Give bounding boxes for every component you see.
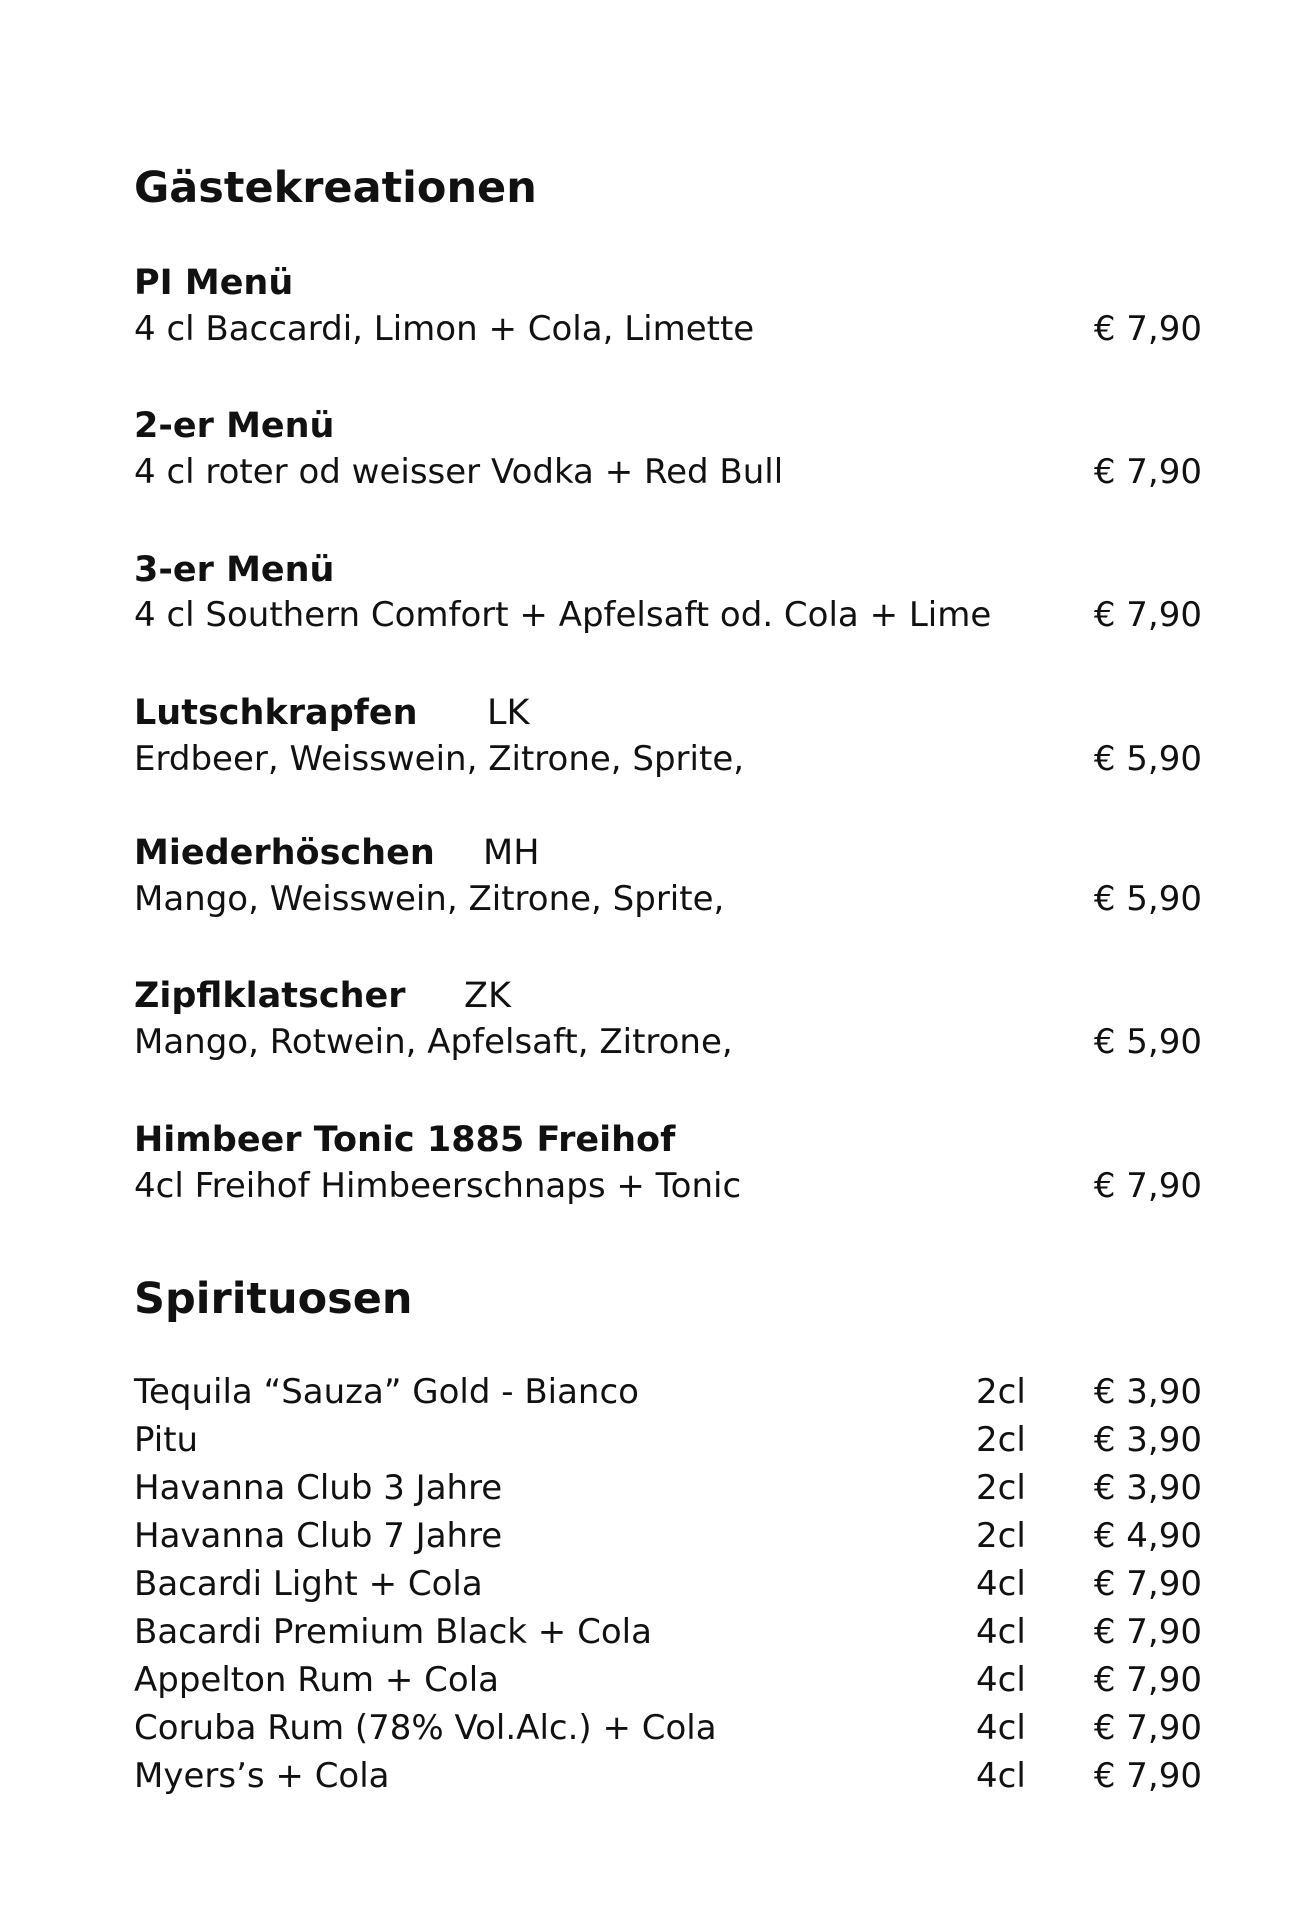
spirit-volume: 2cl (976, 1420, 1026, 1460)
spirit-name: Havanna Club 3 Jahre (134, 1468, 503, 1508)
spirit-price: € 7,90 (1093, 1564, 1202, 1604)
spirit-row (134, 1564, 1202, 1611)
spirit-price: € 7,90 (1093, 1756, 1202, 1796)
item-price: € 5,90 (1093, 739, 1202, 779)
item-description: 4 cl Baccardi, Limon + Cola, Limette (134, 309, 755, 349)
item-description: 4cl Freihof Himbeerschnaps + Tonic (134, 1166, 742, 1206)
spirit-price: € 7,90 (1093, 1660, 1202, 1700)
item-price: € 7,90 (1093, 309, 1202, 349)
item-price: € 7,90 (1093, 595, 1202, 635)
item-description: Mango, Rotwein, Apfelsaft, Zitrone, (134, 1022, 733, 1062)
item-description: 4 cl roter od weisser Vodka + Red Bull (134, 452, 784, 492)
spirit-row (134, 1756, 1202, 1803)
spirit-name: Havanna Club 7 Jahre (134, 1516, 503, 1556)
spirit-name: Tequila “Sauza” Gold - Bianco (134, 1372, 639, 1412)
spirit-name: Bacardi Light + Cola (134, 1564, 483, 1604)
spirit-name: Coruba Rum (78% Vol.Alc.) + Cola (134, 1708, 717, 1748)
spirit-row (134, 1372, 1202, 1419)
spirit-name: Myers’s + Cola (134, 1756, 390, 1796)
item-description: Mango, Weisswein, Zitrone, Sprite, (134, 879, 725, 919)
spirit-row (134, 1708, 1202, 1755)
item-name: 2-er Menü (134, 406, 335, 446)
spirit-row (134, 1660, 1202, 1707)
spirit-name: Bacardi Premium Black + Cola (134, 1612, 652, 1652)
item-code: ZK (464, 976, 511, 1016)
item-name: Zipflklatscher (134, 976, 406, 1016)
spirit-name: Pitu (134, 1420, 199, 1460)
item-name: 3-er Menü (134, 550, 335, 590)
item-name: Miederhöschen (134, 833, 435, 873)
item-description: Erdbeer, Weisswein, Zitrone, Sprite, (134, 739, 745, 779)
item-price: € 5,90 (1093, 1022, 1202, 1062)
item-name: Lutschkrapfen (134, 693, 418, 733)
spirit-volume: 2cl (976, 1468, 1026, 1508)
spirit-price: € 4,90 (1093, 1516, 1202, 1556)
spirit-price: € 3,90 (1093, 1372, 1202, 1412)
item-price: € 7,90 (1093, 1166, 1202, 1206)
section-title-guest-creations: Gästekreationen (134, 163, 537, 213)
spirit-row (134, 1420, 1202, 1467)
spirit-row (134, 1612, 1202, 1659)
spirit-price: € 7,90 (1093, 1612, 1202, 1652)
spirit-name: Appelton Rum + Cola (134, 1660, 499, 1700)
item-code: MH (483, 833, 540, 873)
item-price: € 5,90 (1093, 879, 1202, 919)
item-code: LK (487, 693, 530, 733)
spirit-row (134, 1468, 1202, 1515)
spirit-volume: 4cl (976, 1756, 1026, 1796)
spirit-volume: 4cl (976, 1660, 1026, 1700)
spirit-volume: 2cl (976, 1516, 1026, 1556)
section-title-spirits: Spirituosen (134, 1274, 413, 1324)
spirit-volume: 4cl (976, 1564, 1026, 1604)
spirit-price: € 7,90 (1093, 1708, 1202, 1748)
item-price: € 7,90 (1093, 452, 1202, 492)
spirit-volume: 2cl (976, 1372, 1026, 1412)
item-name: Himbeer Tonic 1885 Freihof (134, 1120, 676, 1160)
item-description: 4 cl Southern Comfort + Apfelsaft od. Cola + Lime (134, 595, 992, 635)
spirit-price: € 3,90 (1093, 1420, 1202, 1460)
item-name: PI Menü (134, 263, 294, 303)
spirit-volume: 4cl (976, 1708, 1026, 1748)
spirit-price: € 3,90 (1093, 1468, 1202, 1508)
spirit-row (134, 1516, 1202, 1563)
spirit-volume: 4cl (976, 1612, 1026, 1652)
